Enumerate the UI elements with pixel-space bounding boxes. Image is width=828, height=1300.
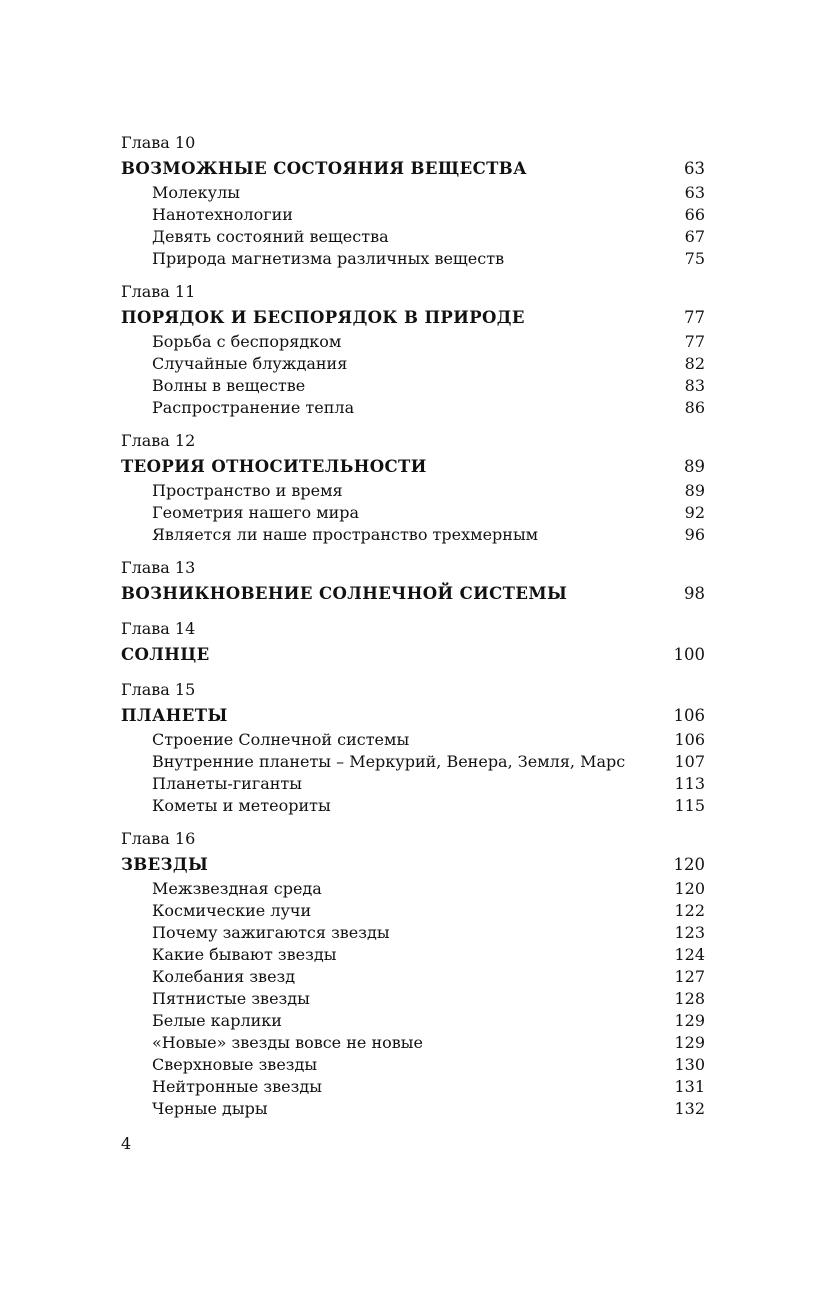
section-title: Природа магнетизма различных веществ — [152, 249, 505, 268]
section-page-number: 66 — [684, 205, 705, 224]
chapter-block — [121, 827, 705, 1120]
section-page-number: 120 — [674, 879, 705, 898]
section-page-number: 129 — [674, 1011, 705, 1030]
section-row[interactable] — [121, 1010, 705, 1032]
section-page-number: 129 — [674, 1033, 705, 1052]
chapter-block — [121, 131, 705, 270]
chapter-block — [121, 429, 705, 546]
section-row[interactable] — [121, 751, 705, 773]
section-title: Внутренние планеты – Меркурий, Венера, Земля, Марс — [152, 752, 626, 771]
section-row[interactable] — [121, 878, 705, 900]
section-page-number: 77 — [684, 332, 705, 351]
chapter-title: ПЛАНЕТЫ — [121, 706, 228, 725]
section-row[interactable] — [121, 795, 705, 817]
chapter-block — [121, 556, 705, 607]
section-page-number: 130 — [674, 1055, 705, 1074]
section-row[interactable] — [121, 226, 705, 248]
chapter-title: ВОЗМОЖНЫЕ СОСТОЯНИЯ ВЕЩЕСТВА — [121, 159, 527, 178]
section-page-number: 128 — [674, 989, 705, 1008]
chapter-page-number: 63 — [684, 159, 705, 178]
section-page-number: 132 — [674, 1099, 705, 1118]
chapter-title-row[interactable] — [121, 702, 705, 729]
section-page-number: 106 — [674, 730, 705, 749]
section-row[interactable] — [121, 1076, 705, 1098]
section-title: Случайные блуждания — [152, 354, 348, 373]
section-title: Является ли наше пространство трехмерным — [152, 525, 539, 544]
table-of-contents — [121, 131, 705, 1130]
section-page-number: 107 — [674, 752, 705, 771]
section-title: Нейтронные звезды — [152, 1077, 322, 1096]
section-row[interactable] — [121, 480, 705, 502]
chapter-title: ТЕОРИЯ ОТНОСИТЕЛЬНОСТИ — [121, 457, 427, 476]
section-page-number: 63 — [684, 183, 705, 202]
chapter-title-row[interactable] — [121, 155, 705, 182]
section-page-number: 131 — [674, 1077, 705, 1096]
section-title: Белые карлики — [152, 1011, 282, 1030]
section-row[interactable] — [121, 182, 705, 204]
section-row[interactable] — [121, 524, 705, 546]
section-title: «Новые» звезды вовсе не новые — [152, 1033, 423, 1052]
section-page-number: 123 — [674, 923, 705, 942]
section-title: Черные дыры — [152, 1099, 268, 1118]
chapter-title-row[interactable] — [121, 453, 705, 480]
section-row[interactable] — [121, 1032, 705, 1054]
chapter-title-row[interactable] — [121, 580, 705, 607]
section-page-number: 82 — [684, 354, 705, 373]
page-number: 4 — [121, 1134, 132, 1153]
section-row[interactable] — [121, 375, 705, 397]
section-page-number: 83 — [684, 376, 705, 395]
section-row[interactable] — [121, 729, 705, 751]
section-row[interactable] — [121, 1098, 705, 1120]
section-title: Пятнистые звезды — [152, 989, 310, 1008]
chapter-label: Глава 13 — [121, 558, 196, 577]
section-title: Девять состояний вещества — [152, 227, 389, 246]
section-page-number: 115 — [674, 796, 705, 815]
section-title: Какие бывают звезды — [152, 945, 337, 964]
chapter-block — [121, 678, 705, 817]
section-row[interactable] — [121, 502, 705, 524]
section-title: Сверхновые звезды — [152, 1055, 318, 1074]
section-title: Строение Солнечной системы — [152, 730, 410, 749]
chapter-title: ПОРЯДОК И БЕСПОРЯДОК В ПРИРОДЕ — [121, 308, 525, 327]
section-title: Борьба с беспорядком — [152, 332, 342, 351]
section-page-number: 124 — [674, 945, 705, 964]
chapter-block — [121, 280, 705, 419]
section-page-number: 122 — [674, 901, 705, 920]
section-title: Колебания звезд — [152, 967, 296, 986]
section-row[interactable] — [121, 1054, 705, 1076]
section-page-number: 86 — [684, 398, 705, 417]
section-page-number: 67 — [684, 227, 705, 246]
chapter-title: ВОЗНИКНОВЕНИЕ СОЛНЕЧНОЙ СИСТЕМЫ — [121, 584, 568, 603]
section-title: Межзвездная среда — [152, 879, 322, 898]
section-title: Нанотехнологии — [152, 205, 293, 224]
section-title: Планеты-гиганты — [152, 774, 302, 793]
section-title: Геометрия нашего мира — [152, 503, 360, 522]
chapter-page-number: 120 — [673, 855, 705, 874]
section-row[interactable] — [121, 773, 705, 795]
section-row[interactable] — [121, 922, 705, 944]
section-page-number: 127 — [674, 967, 705, 986]
section-row[interactable] — [121, 331, 705, 353]
section-row[interactable] — [121, 900, 705, 922]
chapter-title-row[interactable] — [121, 641, 705, 668]
chapter-page-number: 98 — [684, 584, 705, 603]
chapter-title-row[interactable] — [121, 851, 705, 878]
chapter-label: Глава 15 — [121, 680, 196, 699]
chapter-label: Глава 14 — [121, 619, 196, 638]
chapter-title-row[interactable] — [121, 304, 705, 331]
chapter-label: Глава 11 — [121, 282, 196, 301]
chapter-page-number: 106 — [673, 706, 705, 725]
section-page-number: 96 — [684, 525, 705, 544]
section-row[interactable] — [121, 944, 705, 966]
section-title: Почему зажигаются звезды — [152, 923, 390, 942]
section-title: Молекулы — [152, 183, 240, 202]
section-page-number: 113 — [674, 774, 705, 793]
chapter-page-number: 77 — [684, 308, 705, 327]
section-page-number: 92 — [684, 503, 705, 522]
chapter-block — [121, 617, 705, 668]
section-title: Распространение тепла — [152, 398, 355, 417]
chapter-label: Глава 12 — [121, 431, 196, 450]
section-row[interactable] — [121, 966, 705, 988]
chapter-label: Глава 10 — [121, 133, 196, 152]
section-title: Космические лучи — [152, 901, 312, 920]
section-title: Пространство и время — [152, 481, 343, 500]
section-page-number: 75 — [684, 249, 705, 268]
chapter-title: СОЛНЦЕ — [121, 645, 210, 664]
section-row[interactable] — [121, 248, 705, 270]
section-title: Волны в веществе — [152, 376, 306, 395]
section-title: Кометы и метеориты — [152, 796, 331, 815]
section-row[interactable] — [121, 204, 705, 226]
section-row[interactable] — [121, 397, 705, 419]
chapter-label: Глава 16 — [121, 829, 196, 848]
section-row[interactable] — [121, 988, 705, 1010]
chapter-page-number: 100 — [673, 645, 705, 664]
section-row[interactable] — [121, 353, 705, 375]
chapter-page-number: 89 — [684, 457, 705, 476]
section-page-number: 89 — [684, 481, 705, 500]
chapter-title: ЗВЕЗДЫ — [121, 855, 209, 874]
